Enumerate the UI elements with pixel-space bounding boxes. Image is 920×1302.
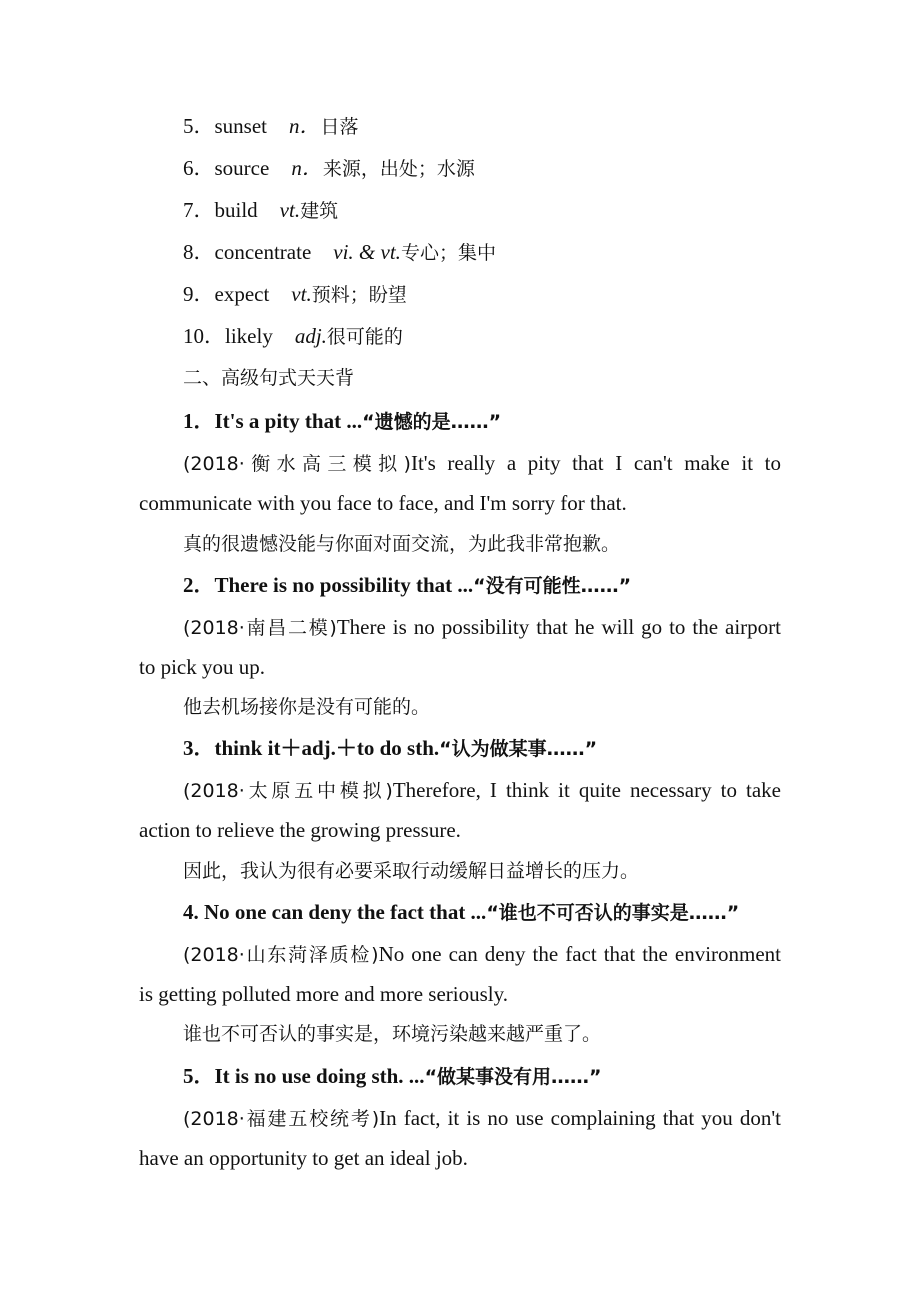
- pattern-title-cn: “谁也不可否认的事实是……”: [486, 902, 740, 924]
- pattern-title: [183, 571, 631, 600]
- vocab-pos: n．: [291, 156, 323, 180]
- vocab-word: source: [214, 156, 270, 180]
- example-source: (2018·南昌二模): [183, 617, 337, 639]
- vocab-word: expect: [214, 282, 270, 306]
- vocab-pos: vt.: [279, 198, 301, 222]
- vocab-word: concentrate: [214, 240, 312, 264]
- example-text: There is no possibility that he will go to the airport: [336, 615, 782, 639]
- pattern-title-en: 3．think it＋adj.＋to do sth.: [183, 736, 440, 760]
- vocab-item: [183, 112, 359, 141]
- pattern-example-cont: communicate with you face to face, and I'm sorry for that.: [139, 491, 627, 515]
- pattern-title-cn: “认为做某事……”: [439, 738, 598, 760]
- vocab-meaning: 预料；盼望: [311, 284, 407, 306]
- vocab-item: [183, 280, 407, 309]
- vocab-meaning: 来源，出处；水源: [322, 158, 475, 180]
- pattern-example-cont: is getting polluted more and more seriously.: [139, 982, 508, 1006]
- pattern-example: [183, 613, 781, 642]
- pattern-translation: 真的很遗憾没能与你面对面交流，为此我非常抱歉。: [183, 533, 621, 555]
- example-text: It's really a pity that I can't make it to: [410, 451, 782, 475]
- vocab-item: [183, 154, 475, 183]
- pattern-title-en: 2．There is no possibility that ...: [183, 573, 474, 597]
- example-source: (2018·太原五中模拟): [183, 780, 393, 802]
- vocab-number: 6．: [183, 156, 215, 180]
- vocab-number: 5．: [183, 114, 215, 138]
- pattern-example-cont: have an opportunity to get an ideal job.: [139, 1146, 468, 1170]
- example-text: In fact, it is no use complaining that you don't: [379, 1106, 782, 1130]
- vocab-item: [183, 238, 496, 267]
- pattern-translation: 谁也不可否认的事实是，环境污染越来越严重了。: [183, 1023, 602, 1045]
- vocab-word: likely: [225, 324, 273, 348]
- vocab-word: sunset: [214, 114, 267, 138]
- pattern-title: [183, 1062, 602, 1091]
- pattern-title-en: 1．It's a pity that ...: [183, 409, 363, 433]
- example-source: (2018·福建五校统考): [183, 1108, 380, 1130]
- pattern-example: [183, 1104, 781, 1133]
- pattern-title-en: 4. No one can deny the fact that ...: [183, 900, 487, 924]
- vocab-number: 8．: [183, 240, 215, 264]
- vocab-meaning: 很可能的: [326, 326, 403, 348]
- pattern-translation: 他去机场接你是没有可能的。: [183, 696, 431, 718]
- example-text: No one can deny the fact that the environment: [378, 942, 782, 966]
- pattern-example-cont: action to relieve the growing pressure.: [139, 818, 461, 842]
- vocab-item: [183, 322, 403, 351]
- vocab-number: 10．: [183, 324, 225, 348]
- pattern-title-cn: “遗憾的是……”: [362, 411, 502, 433]
- vocab-pos: vt.: [291, 282, 312, 306]
- pattern-example: [183, 776, 781, 805]
- vocab-meaning: 建筑: [300, 200, 339, 222]
- pattern-title: [183, 898, 739, 927]
- pattern-example: [183, 940, 781, 969]
- vocab-pos: n．: [289, 114, 321, 138]
- vocab-item: [183, 196, 338, 225]
- pattern-example-cont: to pick you up.: [139, 655, 265, 679]
- pattern-title: [183, 734, 597, 763]
- vocab-number: 7．: [183, 198, 215, 222]
- vocab-number: 9．: [183, 282, 215, 306]
- example-text: Therefore, I think it quite necessary to take: [392, 778, 781, 802]
- vocab-pos: vi. & vt.: [333, 240, 401, 264]
- vocab-meaning: 日落: [320, 116, 359, 138]
- section-heading: 二、高级句式天天背: [183, 367, 355, 389]
- pattern-title: [183, 407, 501, 436]
- pattern-title-en: 5．It is no use doing sth. ...: [183, 1064, 425, 1088]
- vocab-pos: adj.: [294, 324, 327, 348]
- example-source: (2018·衡水高三模拟): [183, 453, 411, 475]
- vocab-word: build: [214, 198, 258, 222]
- pattern-example: [183, 449, 781, 478]
- example-source: (2018·山东菏泽质检): [183, 944, 379, 966]
- pattern-title-cn: “做某事没有用……”: [424, 1066, 602, 1088]
- pattern-title-cn: “没有可能性……”: [473, 575, 632, 597]
- pattern-translation: 因此，我认为很有必要采取行动缓解日益增长的压力。: [183, 860, 640, 882]
- vocab-meaning: 专心；集中: [400, 242, 496, 264]
